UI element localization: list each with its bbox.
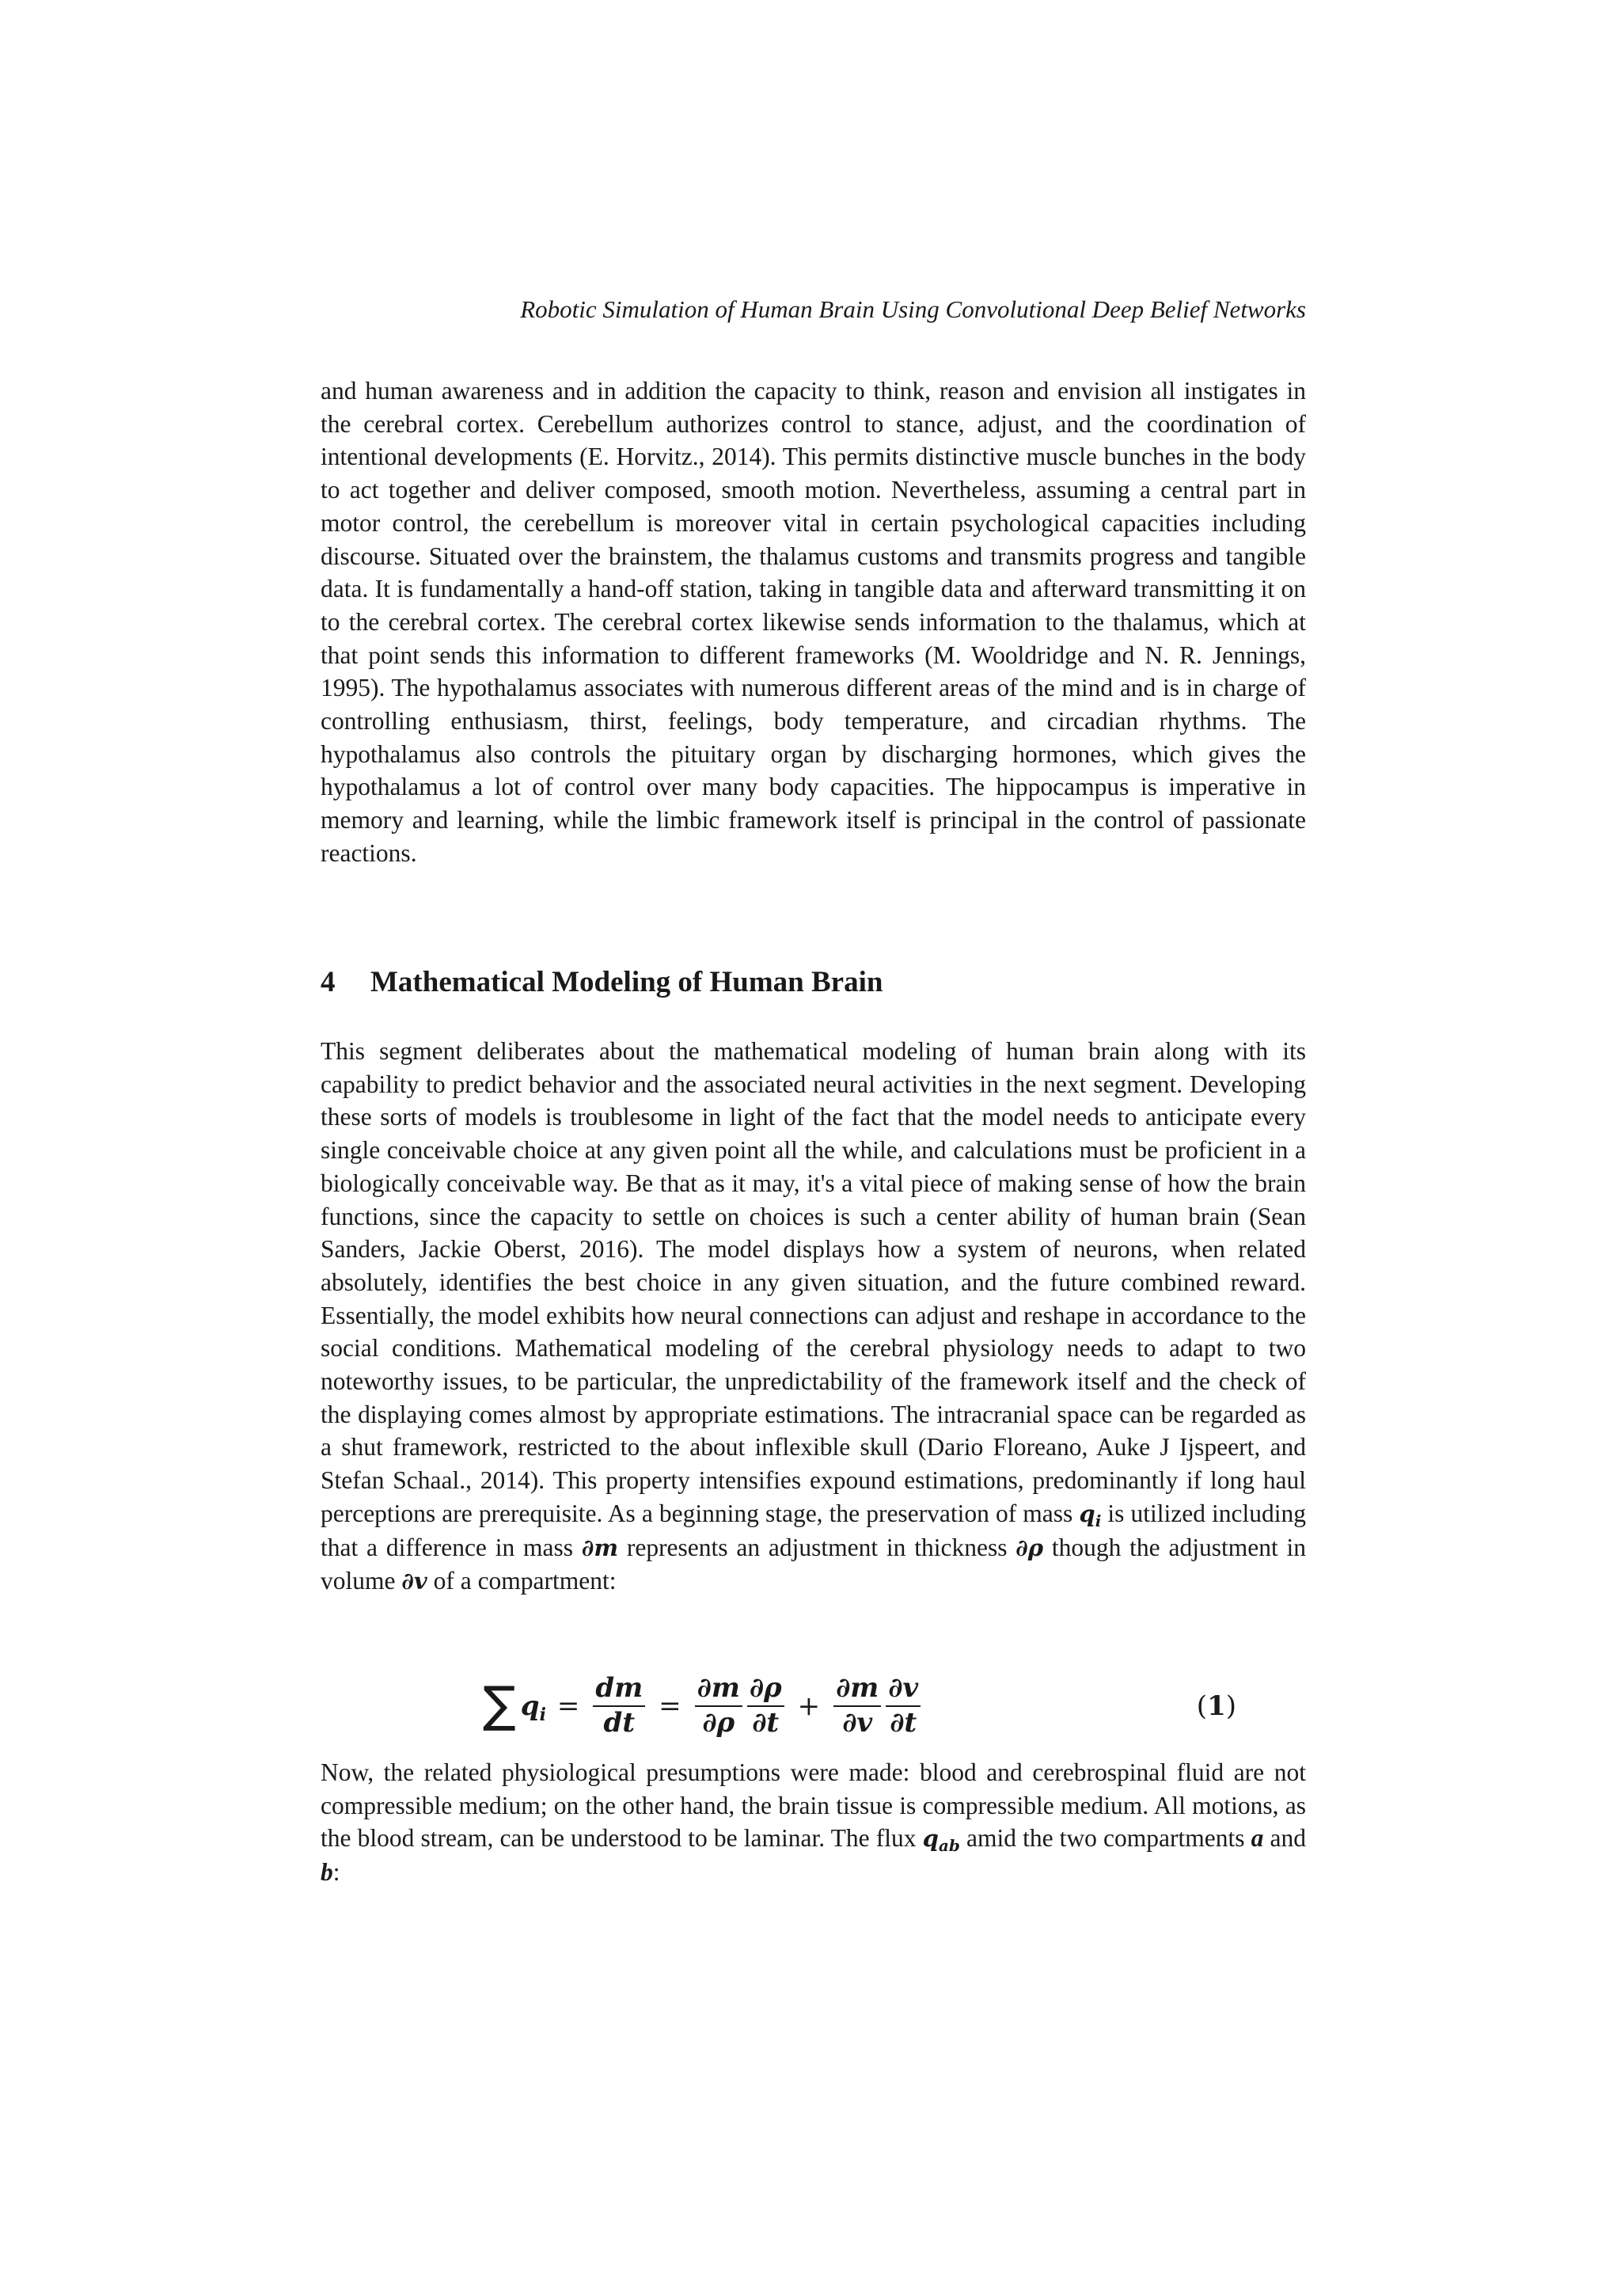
paragraph-text: is utilized including that a difference in mass bbox=[321, 1499, 1307, 1561]
equation-number: ( 1 ) bbox=[1196, 1690, 1236, 1722]
fraction-dv-dt: $\frac{\partial v}{\partial t}$ bbox=[886, 1674, 921, 1737]
section-heading bbox=[321, 964, 1306, 1001]
equation-q: $q_i$ bbox=[520, 1690, 546, 1725]
math-symbol-qab: $q_{ab}$ bbox=[922, 1825, 960, 1856]
fraction-dm-dv: $\frac{\partial m}{\partial v}$ bbox=[833, 1674, 881, 1737]
paragraph-text: and bbox=[1270, 1824, 1306, 1853]
body-paragraph-2 bbox=[321, 1035, 1306, 1598]
paragraph-text: represents an adjustment in thickness bbox=[626, 1533, 1008, 1561]
math-symbol-dm: ∂m bbox=[581, 1534, 619, 1561]
math-symbol-qi: $q_i$ bbox=[1079, 1500, 1102, 1530]
plus-sign: + bbox=[797, 1690, 821, 1722]
equals-sign: = bbox=[556, 1690, 580, 1722]
equals-sign: = bbox=[659, 1690, 681, 1722]
section-number: 4 bbox=[321, 966, 336, 998]
fraction-dm-dt: $\frac{dm}{dt}$ bbox=[593, 1674, 645, 1737]
math-symbol-dv: ∂v bbox=[401, 1568, 427, 1595]
paragraph-text: of a compartment: bbox=[433, 1567, 617, 1595]
fraction-dm-drho: $\frac{\partial m}{\partial\rho}$ bbox=[695, 1674, 742, 1737]
math-symbol-drho: ∂ρ bbox=[1015, 1534, 1044, 1561]
paragraph-text: Now, the related physiological presumptions were made: blood and cerebrospinal fluid are not compressible medium; on the other hand, the brain tissue is compressible medium. All motions, as the blood stream, can be understood to be laminar. The flux bbox=[321, 1758, 1306, 1853]
section-title: Mathematical Modeling of Human Brain bbox=[370, 966, 883, 998]
equation-1 bbox=[321, 1668, 1306, 1744]
running-header: Robotic Simulation of Human Brain Using Convolutional Deep Belief Networks bbox=[520, 295, 1306, 323]
body-paragraph-1: and human awareness and in addition the capacity to think, reason and envision all instigates in the cerebral cortex. Cerebellum authorizes control to stance, adjust, and the coordination of intentional developments (E. Horvitz., 2014). This permits distinctive muscle bunches in the body to act together and deliver composed, smooth motion. Nevertheless, assuming a central part in motor control, the cerebellum is moreover vital in certain psychological capacities including discourse. Situated over the brainstem, the thalamus customs and transmits progress and tangible data. It is fundamentally a hand-off station, taking in tangible data and afterward transmitting it on to the cerebral cortex. The cerebral cortex likewise sends information to the thalamus, which at that point sends this information to different frameworks (M. Wooldridge and N. R. Jennings, 1995). The hypothalamus associates with numerous different areas of the mind and is in charge of controlling enthusiasm, thirst, feelings, body temperature, and circadian rhythms. The hypothalamus also controls the pituitary organ by discharging hormones, which gives the hypothalamus a lot of control over many body capacities. The hippocampus is imperative in memory and learning, while the limbic framework itself is principal in the control of passionate reactions. bbox=[321, 377, 1306, 867]
paragraph-text: This segment deliberates about the mathematical modeling of human brain along with its capability to predict behavior and the associated neural activities in the next segment. Developing these sorts of models is troublesome in light of the fact that the model needs to anticipate every single conceivable choice at any given point all the while, and calculations must be proficient in a biologically conceivable way. Be that as it may, it's a vital piece of making sense of how the brain functions, since the capacity to settle on choices is such a center ability of human brain (Sean Sanders, Jackie Oberst, 2016). The model displays how a system of neurons, when related absolutely, identifies the best choice in any given situation, and the future combined reward. Essentially, the model exhibits how neural connections can adjust and reshape in accordance to the social conditions. Mathematical modeling of the cerebral physiology needs to adapt to two noteworthy issues, to be particular, the unpredictability of the framework itself and the check of the displaying comes almost by appropriate estimations. The intracranial space can be regarded as a shut framework, restricted to the about inflexible skull (Dario Floreano, Auke J Ijspeert, and Stefan Schaal., 2014). This property intensifies expound estimations, predominantly if long haul perceptions are prerequisite. As a beginning stage, the preservation of mass bbox=[321, 1037, 1306, 1527]
summation-symbol: ∑ bbox=[483, 1675, 516, 1733]
math-symbol-a: a bbox=[1251, 1824, 1264, 1853]
fraction-drho-dt: $\frac{\partial\rho}{\partial t}$ bbox=[747, 1674, 784, 1737]
paragraph-text: amid the two compartments bbox=[966, 1824, 1245, 1853]
paragraph-text: though the adjustment in volume bbox=[321, 1533, 1307, 1595]
body-paragraph-3 bbox=[321, 1756, 1306, 1889]
paragraph-text: : bbox=[332, 1858, 340, 1887]
equation-body bbox=[483, 1668, 923, 1744]
math-symbol-b: b bbox=[321, 1858, 333, 1887]
